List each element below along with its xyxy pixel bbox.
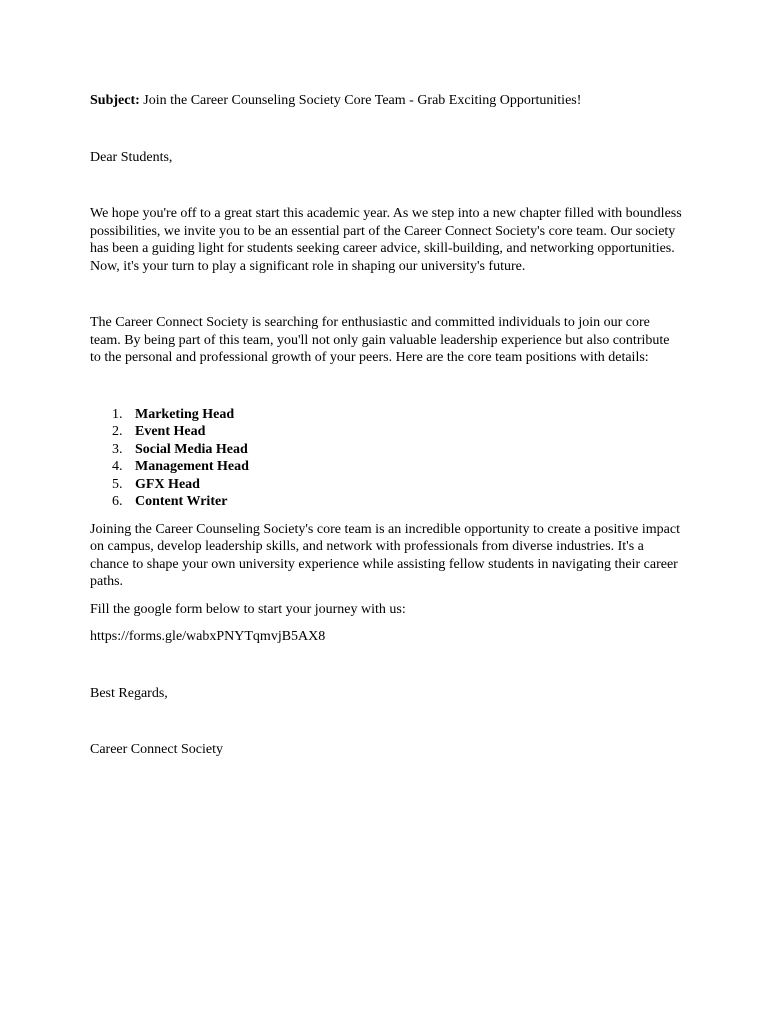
position-label: Content Writer xyxy=(135,494,228,509)
list-number: 1. xyxy=(112,406,123,422)
position-label: Management Head xyxy=(135,459,249,474)
position-label: GFX Head xyxy=(135,476,200,492)
list-item xyxy=(90,458,682,476)
list-number: 3. xyxy=(112,441,123,457)
list-number: 4. xyxy=(112,459,123,474)
joining-paragraph: Joining the Career Counseling Society's core team is an incredible opportunity to create a positive impact on campus, develop leadership skills, and network with professionals from diverse industries. It's a chance to shape your own university experience while assisting fellow students in navigating their career paths. xyxy=(90,521,680,589)
subject-line xyxy=(90,92,682,110)
form-link[interactable]: https://forms.gle/wabxPNYTqmvjB5AX8 xyxy=(90,629,326,644)
subject-label: Subject: xyxy=(90,93,140,108)
closing: Best Regards, xyxy=(90,685,168,701)
search-paragraph: The Career Connect Society is searching for enthusiastic and committed individuals to join our core team. By being part of this team, you'll not only gain valuable leadership experience but also contribute to the personal and professional growth of your peers. Here are the core team positions with details: xyxy=(90,315,670,365)
form-instruction: Fill the google form below to start your journey with us: xyxy=(90,601,406,617)
greeting: Dear Students, xyxy=(90,149,173,165)
positions-list xyxy=(90,406,682,511)
intro-paragraph: We hope you're off to a great start this academic year. As we step into a new chapter filled with boundless possibilities, we invite you to be an essential part of the Career Connect Society's core team. Our society has been a guiding light for students seeking career advice, skill-building, and networking opportunities. Now, it's your turn to play a significant role in shaping our university's future. xyxy=(90,206,682,274)
list-number: 6. xyxy=(112,494,123,509)
list-item xyxy=(90,493,682,511)
position-label: Event Head xyxy=(135,424,206,439)
list-item xyxy=(90,423,682,441)
list-number: 5. xyxy=(112,476,123,492)
list-item xyxy=(90,441,682,459)
list-item xyxy=(90,476,682,494)
position-label: Social Media Head xyxy=(135,441,248,457)
list-item xyxy=(90,406,682,424)
signature: Career Connect Society xyxy=(90,742,223,757)
subject-text: Join the Career Counseling Society Core Team - Grab Exciting Opportunities! xyxy=(139,93,582,108)
letter-page xyxy=(90,92,682,759)
list-number: 2. xyxy=(112,424,123,439)
position-label: Marketing Head xyxy=(135,406,235,422)
